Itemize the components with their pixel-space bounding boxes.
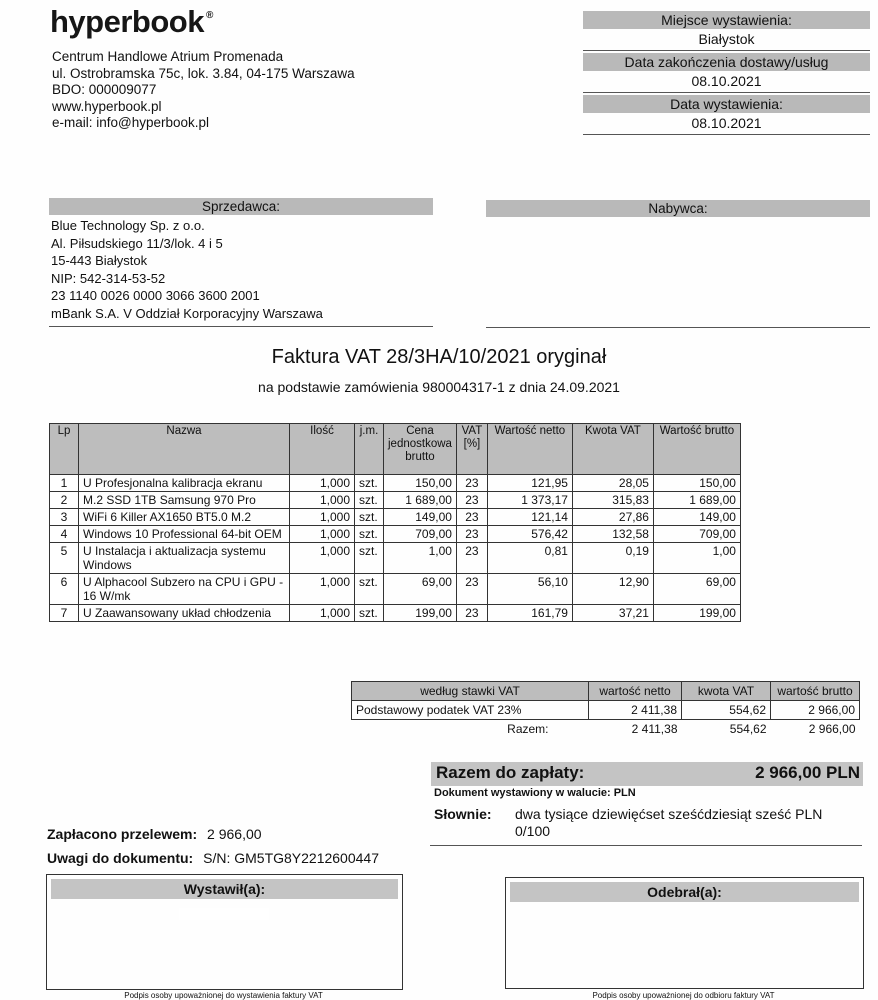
row-vat: 23: [456, 492, 487, 509]
row-name: U Alphacool Subzero na CPU i GPU - 16 W/mk: [79, 574, 290, 605]
row-unit: szt.: [355, 526, 384, 543]
row-price: 709,00: [384, 526, 457, 543]
row-lp: 7: [50, 605, 79, 622]
row-price: 150,00: [384, 475, 457, 492]
row-vat-amount: 12,90: [572, 574, 653, 605]
row-vat-amount: 28,05: [572, 475, 653, 492]
table-row: [50, 475, 741, 492]
row-net: 121,95: [487, 475, 572, 492]
row-name: WiFi 6 Killer AX1650 BT5.0 M.2: [79, 509, 290, 526]
delivery-date-value: 08.10.2021: [583, 71, 870, 93]
issuer-line: BDO: 000009077: [52, 82, 157, 98]
col-price: Cena jednostkowa brutto: [384, 424, 457, 475]
seller-city: 15-443 Białystok: [51, 253, 148, 268]
row-gross: 199,00: [653, 605, 740, 622]
total-due-label: Razem do zapłaty:: [436, 763, 585, 782]
vat-total-net: 2 411,38: [631, 722, 678, 736]
row-net: 121,14: [487, 509, 572, 526]
row-gross: 149,00: [653, 509, 740, 526]
seller-details: [49, 215, 433, 327]
row-unit: szt.: [355, 492, 384, 509]
row-vat-amount: 315,83: [572, 492, 653, 509]
row-lp: 6: [50, 574, 79, 605]
vat-rate-vat: 554,62: [682, 701, 771, 720]
issuer-website: www.hyperbook.pl: [52, 98, 162, 114]
logo-trademark: ®: [205, 10, 213, 21]
vat-summary-row: [352, 701, 860, 720]
row-unit: szt.: [355, 509, 384, 526]
row-price: 149,00: [384, 509, 457, 526]
row-net: 1 373,17: [487, 492, 572, 509]
table-row: [50, 574, 741, 605]
row-vat: 23: [456, 574, 487, 605]
vat-rate-net: 2 411,38: [589, 701, 682, 720]
row-price: 1,00: [384, 543, 457, 574]
issued-by-name: [47, 905, 402, 920]
row-qty: 1,000: [290, 509, 355, 526]
total-due-value: 2 966,00 PLN: [755, 763, 860, 782]
seller-block: [49, 198, 433, 327]
col-vat: VAT [%]: [456, 424, 487, 475]
issuer-line: ul. Ostrobramska 75c, lok. 3.84, 04-175 Warszawa: [52, 65, 355, 81]
table-row: [50, 543, 741, 574]
seller-bank: mBank S.A. V Oddział Korporacyjny Warszawa: [51, 305, 323, 321]
seller-label: Sprzedawca:: [49, 198, 433, 215]
delivery-date-label: Data zakończenia dostawy/usług: [583, 53, 870, 71]
row-unit: szt.: [355, 543, 384, 574]
vat-col-net: wartość netto: [589, 682, 682, 701]
seller-nip: NIP: 542-314-53-52: [51, 270, 166, 286]
items-table: [49, 423, 741, 622]
vat-col-vat: kwota VAT: [682, 682, 771, 701]
vat-total-row: [352, 720, 860, 739]
table-row: [50, 509, 741, 526]
notes-value: S/N: GM5TG8Y2212600447: [203, 850, 379, 866]
words-divider: [430, 845, 862, 846]
row-qty: 1,000: [290, 526, 355, 543]
row-price: 69,00: [384, 574, 457, 605]
document-notes: [47, 850, 379, 866]
row-gross: 150,00: [653, 475, 740, 492]
vat-summary-header: [352, 682, 860, 701]
buyer-block: [486, 200, 870, 328]
place-label: Miejsce wystawienia:: [583, 11, 870, 29]
row-net: 56,10: [487, 574, 572, 605]
row-price: 199,00: [384, 605, 457, 622]
vat-col-gross: wartość brutto: [771, 682, 860, 701]
amount-in-words-label: Słownie:: [434, 806, 492, 822]
redaction-mark: [179, 908, 269, 920]
amount-in-words-value: dwa tysiące dziewięćset sześćdziesiąt sześć PLN 0/100: [515, 806, 823, 839]
row-gross: 709,00: [653, 526, 740, 543]
row-name: M.2 SSD 1TB Samsung 970 Pro: [79, 492, 290, 509]
row-lp: 2: [50, 492, 79, 509]
row-net: 576,42: [487, 526, 572, 543]
row-vat: 23: [456, 526, 487, 543]
row-qty: 1,000: [290, 605, 355, 622]
logo-text: hyperbook: [50, 4, 204, 39]
seller-account: 23 1140 0026 0000 3066 3600 2001: [51, 288, 260, 303]
row-lp: 1: [50, 475, 79, 492]
issue-date-label: Data wystawienia:: [583, 95, 870, 113]
issue-date-value: 08.10.2021: [583, 113, 870, 135]
invoice-meta: [583, 11, 870, 135]
issued-by-caption: Podpis osoby upoważnionej do wystawienia faktury VAT: [124, 991, 323, 1000]
row-name: U Instalacja i aktualizacja systemu Windows: [79, 543, 290, 574]
table-row: [50, 492, 741, 509]
row-qty: 1,000: [290, 543, 355, 574]
row-lp: 5: [50, 543, 79, 574]
row-lp: 4: [50, 526, 79, 543]
issuer-email: e-mail: info@hyperbook.pl: [52, 115, 210, 131]
vat-total-label: Razem:: [507, 722, 549, 736]
received-by-caption: Podpis osoby upoważnionej do odbioru faktury VAT: [592, 991, 775, 1000]
row-vat-amount: 0,19: [572, 543, 653, 574]
row-vat-amount: 37,21: [572, 605, 653, 622]
col-vat-amount: Kwota VAT: [572, 424, 653, 475]
received-by-label: Odebrał(a):: [510, 882, 859, 902]
seller-name: Blue Technology Sp. z o.o.: [51, 218, 205, 233]
row-qty: 1,000: [290, 492, 355, 509]
vat-rate-name: Podstawowy podatek VAT 23%: [352, 701, 589, 720]
row-gross: 69,00: [653, 574, 740, 605]
invoice-title: Faktura VAT 28/3HA/10/2021 oryginał: [271, 346, 607, 368]
vat-summary-table: [351, 681, 860, 738]
received-by-box: [505, 877, 864, 989]
row-qty: 1,000: [290, 574, 355, 605]
row-vat-amount: 27,86: [572, 509, 653, 526]
row-unit: szt.: [355, 475, 384, 492]
col-qty: Ilość: [290, 424, 355, 475]
vat-total-vat: 554,62: [729, 722, 767, 736]
row-vat: 23: [456, 543, 487, 574]
buyer-details: [486, 217, 870, 328]
row-qty: 1,000: [290, 475, 355, 492]
issuer-address: [52, 49, 355, 132]
col-net: Wartość netto: [487, 424, 572, 475]
paid-label: Zapłacono przelewem:: [47, 826, 198, 842]
row-vat: 23: [456, 475, 487, 492]
vat-total-gross: 2 966,00: [808, 722, 856, 736]
row-name: U Zaawansowany układ chłodzenia: [79, 605, 290, 622]
table-row: [50, 605, 741, 622]
currency-note: Dokument wystawiony w walucie: PLN: [434, 787, 636, 799]
row-net: 0,81: [487, 543, 572, 574]
table-row: [50, 526, 741, 543]
row-vat: 23: [456, 605, 487, 622]
vat-rate-gross: 2 966,00: [771, 701, 860, 720]
col-name: Nazwa: [79, 424, 290, 475]
row-net: 161,79: [487, 605, 572, 622]
row-gross: 1 689,00: [653, 492, 740, 509]
row-name: Windows 10 Professional 64-bit OEM: [79, 526, 290, 543]
col-unit: j.m.: [355, 424, 384, 475]
vat-col-rate: według stawki VAT: [352, 682, 589, 701]
paid-info: [47, 826, 262, 842]
row-unit: szt.: [355, 605, 384, 622]
row-lp: 3: [50, 509, 79, 526]
invoice-subtitle: na podstawie zamówienia 980004317-1 z dnia 24.09.2021: [258, 379, 620, 395]
row-vat-amount: 132,58: [572, 526, 653, 543]
issuer-line: Centrum Handlowe Atrium Promenada: [52, 49, 284, 64]
col-lp: Lp: [50, 424, 79, 475]
paid-value: 2 966,00: [207, 826, 262, 842]
place-value: Białystok: [583, 29, 870, 51]
row-unit: szt.: [355, 574, 384, 605]
col-gross: Wartość brutto: [653, 424, 740, 475]
row-name: U Profesjonalna kalibracja ekranu: [79, 475, 290, 492]
notes-label: Uwagi do dokumentu:: [47, 850, 194, 866]
row-price: 1 689,00: [384, 492, 457, 509]
seller-street: Al. Piłsudskiego 11/3/lok. 4 i 5: [51, 235, 223, 251]
company-logo: [50, 4, 213, 40]
issued-by-box: [46, 874, 403, 990]
row-vat: 23: [456, 509, 487, 526]
issued-by-label: Wystawił(a):: [51, 879, 398, 899]
row-gross: 1,00: [653, 543, 740, 574]
items-header-row: [50, 424, 741, 475]
buyer-label: Nabywca:: [486, 200, 870, 217]
